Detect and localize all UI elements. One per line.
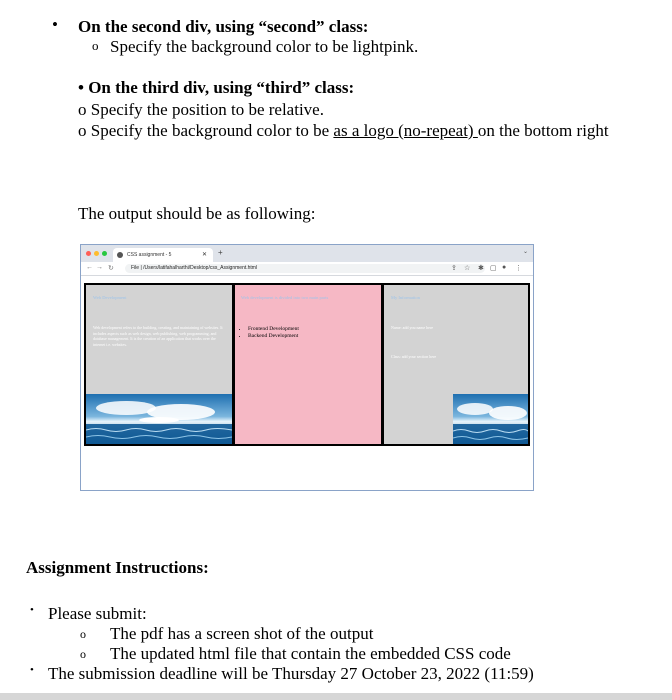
col1-text: Web development refers to the building, creating, and maintaining of websites. It includes aspects such as web design, web publishing, web programming, and database management. It is the creation of an application that works over the internet i.e. websites. xyxy=(93,325,223,347)
col3-class: Class: add your section here xyxy=(391,354,437,359)
col3-name: Name: add you name here xyxy=(391,325,433,330)
submit-intro: Please submit: xyxy=(48,604,147,623)
new-tab-icon[interactable]: + xyxy=(218,248,223,257)
close-tab-icon[interactable]: ✕ xyxy=(201,252,207,258)
deadline-text: The submission deadline will be Thursday 27 October 23, 2022 (11:59) xyxy=(48,664,534,683)
submit-item-html: The updated html file that contain the embedded CSS code xyxy=(110,644,511,663)
output-caption: The output should be as following: xyxy=(78,204,316,223)
third-div-item-position: o Specify the position to be relative. xyxy=(78,100,324,119)
browser-tab[interactable] xyxy=(113,248,213,262)
tab-title: CSS assignment - 5 xyxy=(127,252,172,258)
bullet-icon: • xyxy=(30,664,34,676)
output-screenshot xyxy=(80,244,534,491)
address-bar[interactable] xyxy=(125,264,485,273)
second-div-heading: On the second div, using “second” class: xyxy=(78,17,369,36)
col3-heading: My Information xyxy=(391,295,420,300)
chevron-down-icon[interactable]: ⌄ xyxy=(522,249,528,255)
page-content xyxy=(84,283,530,446)
third-div xyxy=(384,285,528,444)
sub-bullet-icon: o xyxy=(92,38,99,53)
sidebar-icon[interactable]: ▢ xyxy=(490,265,497,272)
list-item: • Frontend Development xyxy=(248,326,299,333)
star-icon[interactable]: ☆ xyxy=(464,265,471,272)
minimize-window-icon[interactable] xyxy=(94,251,99,256)
bullet-icon: • xyxy=(52,15,58,34)
third-div-heading: • On the third div, using “third” class: xyxy=(78,78,355,97)
third-item-post: on the bottom right xyxy=(477,121,609,140)
col1-heading: Web Development xyxy=(93,295,127,300)
globe-icon xyxy=(117,252,123,258)
list-item: • Backend Development xyxy=(248,333,299,340)
url-text: File | /Users/latifahalharthi/Desktop/css_Assignment.html xyxy=(131,265,258,271)
sub-bullet-icon: o xyxy=(80,627,86,641)
third-item-pre: o Specify the background color to be xyxy=(78,121,334,140)
page-bottom-divider xyxy=(0,693,672,700)
share-icon[interactable]: ⇪ xyxy=(451,265,457,272)
third-div-item-background xyxy=(78,121,609,141)
sub-bullet-icon: o xyxy=(80,647,86,661)
col2-heading: Web development is divided into two main parts xyxy=(241,295,329,300)
extension-icon[interactable]: ✱ xyxy=(478,265,484,272)
submit-item-pdf: The pdf has a screen shot of the output xyxy=(110,624,374,643)
col2-list xyxy=(239,326,299,340)
logo-image xyxy=(453,394,528,444)
third-div-heading-text: On the third div, using “third” class: xyxy=(88,78,355,97)
maximize-window-icon[interactable] xyxy=(102,251,107,256)
sea-image xyxy=(86,394,232,444)
first-div xyxy=(86,285,232,444)
second-div-item: Specify the background color to be lightpink. xyxy=(110,37,419,56)
forward-icon[interactable]: → xyxy=(96,264,103,271)
close-window-icon[interactable] xyxy=(86,251,91,256)
third-item-underlined: as a logo (no-repeat) xyxy=(333,121,478,140)
browser-tab-bar xyxy=(81,245,533,262)
second-div xyxy=(235,285,381,444)
profile-icon[interactable]: ● xyxy=(502,264,507,271)
back-icon[interactable]: ← xyxy=(86,264,93,271)
bullet-icon: • xyxy=(30,604,34,616)
reload-icon[interactable]: ↻ xyxy=(108,265,114,272)
assignment-title: Assignment Instructions: xyxy=(26,558,209,577)
browser-toolbar xyxy=(81,262,533,276)
menu-icon[interactable]: ⋮ xyxy=(515,265,522,272)
